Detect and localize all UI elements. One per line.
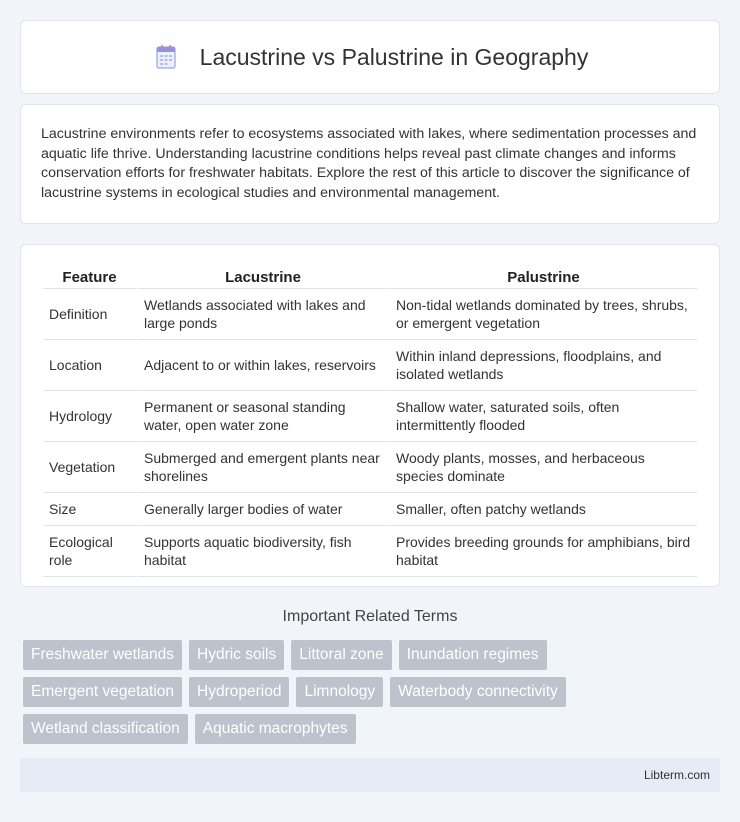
related-terms-tags [23,640,643,744]
tag-inundation-regimes[interactable]: Inundation regimes [399,640,547,670]
table-cell-feature: Ecological role [43,526,136,577]
table-cell-palustrine: Shallow water, saturated soils, often intermittently flooded [388,391,697,442]
tag-emergent-vegetation[interactable]: Emergent vegetation [23,677,182,707]
table-cell-lacustrine: Generally larger bodies of water [136,493,388,526]
column-header-feature: Feature [43,265,136,289]
page-title: Lacustrine vs Palustrine in Geography [199,43,589,70]
table-row [43,391,697,442]
table-row [43,493,697,526]
table-row [43,340,697,391]
table-cell-palustrine: Provides breeding grounds for amphibians, bird habitat [388,526,697,577]
table-cell-lacustrine: Adjacent to or within lakes, reservoirs [136,340,388,391]
tag-littoral-zone[interactable]: Littoral zone [291,640,391,670]
table-cell-palustrine: Within inland depressions, floodplains, and isolated wetlands [388,340,697,391]
tag-hydroperiod[interactable]: Hydroperiod [189,677,289,707]
column-header-lacustrine: Lacustrine [136,265,388,289]
column-header-palustrine: Palustrine [388,265,697,289]
table-cell-palustrine: Woody plants, mosses, and herbaceous species dominate [388,442,697,493]
header-card [20,20,720,94]
tag-hydric-soils[interactable]: Hydric soils [189,640,284,670]
table-header-row [43,265,697,289]
tag-wetland-classification[interactable]: Wetland classification [23,714,188,744]
document-icon [152,43,180,71]
table-cell-lacustrine: Submerged and emergent plants near shorelines [136,442,388,493]
title-wrap [152,43,589,71]
table-cell-lacustrine: Wetlands associated with lakes and large ponds [136,289,388,340]
tag-freshwater-wetlands[interactable]: Freshwater wetlands [23,640,182,670]
table-row [43,526,697,577]
table-cell-palustrine: Non-tidal wetlands dominated by trees, shrubs, or emergent vegetation [388,289,697,340]
footer [20,758,720,792]
table-cell-lacustrine: Permanent or seasonal standing water, open water zone [136,391,388,442]
comparison-table [43,265,697,577]
table-row [43,289,697,340]
table-cell-feature: Size [43,493,136,526]
footer-site-link[interactable]: Libterm.com [643,768,710,782]
tag-limnology[interactable]: Limnology [296,677,383,707]
related-terms-title: Important Related Terms [282,608,458,625]
table-cell-feature: Definition [43,289,136,340]
table-cell-lacustrine: Supports aquatic biodiversity, fish habitat [136,526,388,577]
comparison-table-card [20,244,720,587]
tag-aquatic-macrophytes[interactable]: Aquatic macrophytes [195,714,356,744]
table-cell-palustrine: Smaller, often patchy wetlands [388,493,697,526]
intro-paragraph: Lacustrine environments refer to ecosystems associated with lakes, where sedimentation processes and aquatic life thrive. Understanding lacustrine conditions helps reveal past climate changes and informs conservation efforts for freshwater habitats. Explore the rest of this article to discover the significance of lacustrine systems in ecological studies and environmental management. [41,126,697,201]
table-cell-feature: Vegetation [43,442,136,493]
table-cell-feature: Location [43,340,136,391]
tag-waterbody-connectivity[interactable]: Waterbody connectivity [390,677,566,707]
table-cell-feature: Hydrology [43,391,136,442]
table-row [43,442,697,493]
intro-card [20,104,720,224]
